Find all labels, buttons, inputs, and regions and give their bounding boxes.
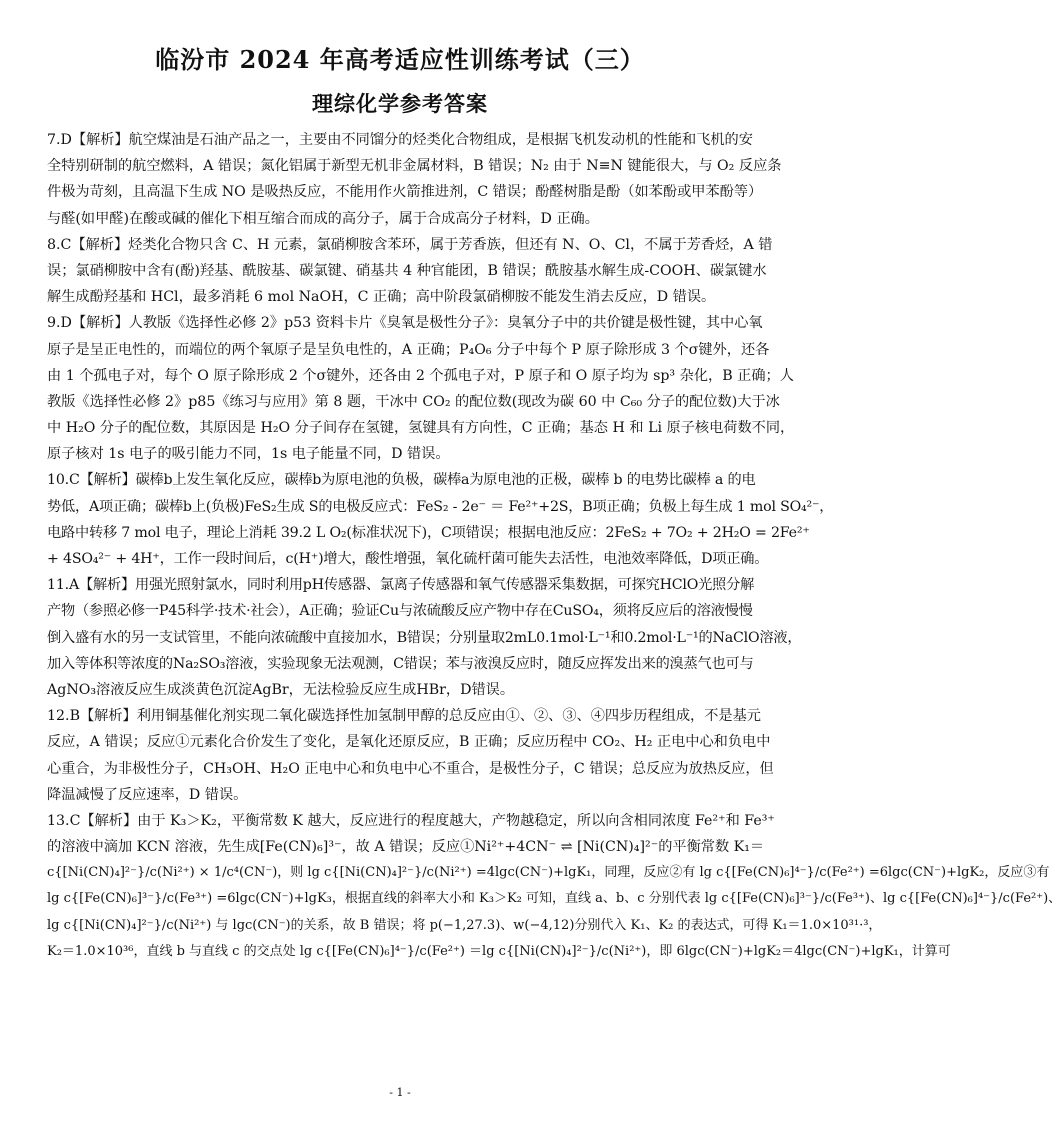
text-line: 由 1 个孤电子对，每个 O 原子除形成 2 个σ键外，还各由 2 个孤电子对，P 原子和 O 原子均为 sp³ 杂化，B 正确；人 [47, 367, 794, 384]
text-line: AgNO₃溶液反应生成淡黄色沉淀AgBr，无法检验反应生成HBr，D错误。 [47, 681, 515, 698]
text-line: 加入等体积等浓度的Na₂SO₃溶液，实验现象无法观测，C错误；苯与液溴反应时，随反应挥发出来的溴蒸气也可与 [47, 655, 754, 672]
text-line: 与醛(如甲醛)在酸或碱的催化下相互缩合而成的高分子，属于合成高分子材料，D 正确。 [47, 210, 599, 227]
text-line: 7.D【解析】航空煤油是石油产品之一，主要由不同馏分的烃类化合物组成，是根据飞机发动机的性能和飞机的安 [47, 132, 753, 148]
text-line: 件极为苛刻，且高温下生成 NO 是吸热反应，不能用作火箭推进剂，C 错误；酚醛树脂是酚（如苯酚或甲苯酚等） [47, 184, 763, 201]
text-line: 势低，A项正确；碳棒b上(负极)FeS₂生成 S的电极反应式：FeS₂ - 2e⁻ ＝ Fe²⁺+2S，B项正确；负极上每生成 1 mol SO₄²⁻， [47, 498, 834, 515]
text-line: 倒入盛有水的另一支试管里，不能向浓硫酸中直接加水，B错误；分别量取2mL0.1mol·L⁻¹和0.2mol·L⁻¹的NaClO溶液， [47, 629, 802, 646]
text-line: 解生成酚羟基和 HCl，最多消耗 6 mol NaOH，C 正确；高中阶段氯硝柳胺不能发生消去反应，D 错误。 [47, 289, 716, 306]
page-number: - 1 - [389, 1086, 411, 1099]
text-line: 原子是呈正电性的，而端位的两个氧原子是呈负电性的，A 正确；P₄O₆ 分子中每个 P 原子除形成 3 个σ键外，还各 [47, 341, 770, 358]
formula-line: K₂＝1.0×10³⁶，直线 b 与直线 c 的交点处 lg c{[Fe(CN)₆]⁴⁻}/c(Fe²⁺) ＝lg c{[Ni(CN)₄]²⁻}/c(Ni²⁺)，即 6lgc(CN⁻)+lgK₂＝4lgc(CN⁻)+lgK₁，计算可 [47, 943, 951, 959]
text-line: + 4SO₄²⁻ + 4H⁺，工作一段时间后，c(H⁺)增大，酸性增强，氧化硫杆菌可能失去活性，电池效率降低，D项正确。 [47, 551, 769, 567]
text-line: 全特别研制的航空燃料，A 错误；氮化铝属于新型无机非金属材料，B 错误；N₂ 由于 N≡N 键能很大，与 O₂ 反应条 [47, 158, 782, 175]
text-line: 中 H₂O 分子的配位数，其原因是 H₂O 分子间存在氢键，氢键具有方向性，C 正确；基态 H 和 Li 原子核电荷数不同， [47, 420, 795, 437]
text-line: 12.B【解析】利用铜基催化剂实现二氧化碳选择性加氢制甲醇的总反应由①、②、③、④四步历程组成，不是基元 [47, 708, 761, 725]
text-line: 的溶液中滴加 KCN 溶液，先生成[Fe(CN)₆]³⁻，故 A 错误；反应①Ni²⁺+4CN⁻ ⇌ [Ni(CN)₄]²⁻的平衡常数 K₁＝ [47, 839, 765, 856]
text-line: 11.A【解析】用强光照射氯水，同时利用pH传感器、氯离子传感器和氧气传感器采集数据，可探究HClO光照分解 [47, 577, 755, 594]
text-line: 教版《选择性必修 2》p85《练习与应用》第 8 题，干冰中 CO₂ 的配位数(现改为碳 60 中 C₆₀ 分子的配位数)大于冰 [47, 393, 780, 410]
text-line: 降温减慢了反应速率，D 错误。 [47, 786, 248, 803]
text-line: 原子核对 1s 电子的吸引能力不同，1s 电子能量不同，D 错误。 [47, 446, 450, 463]
text-line: 电路中转移 7 mol 电子，理论上消耗 39.2 L O₂(标准状况下)，C项错误；根据电池反应：2FeS₂ + 7O₂ + 2H₂O = 2Fe²⁺ [47, 524, 810, 541]
formula-line: c{[Ni(CN)₄]²⁻}/c(Ni²⁺) × 1/c⁴(CN⁻)，则 lg c{[Ni(CN)₄]²⁻}/c(Ni²⁺) =4lgc(CN⁻)+lgK₁，同理，反应②有 lg c{[Fe(CN)₆]⁴⁻}/c(Fe²⁺) =6lgc(CN⁻)+lgK₂，反应③有 [47, 865, 1050, 881]
text-line: 10.C【解析】碳棒b上发生氧化反应，碳棒b为原电池的负极，碳棒a为原电池的正极，碳棒 b 的电势比碳棒 a 的电 [47, 472, 756, 489]
formula-line: lg c{[Fe(CN)₆]³⁻}/c(Fe³⁺) =6lgc(CN⁻)+lgK₃，根据直线的斜率大小和 K₃＞K₂ 可知，直线 a、b、c 分别代表 lg c{[Fe(CN)₆]³⁻}/c(Fe³⁺)、lg c{[Fe(CN)₆]⁴⁻}/c(Fe²⁺)、 [47, 891, 1061, 907]
page-title: 临汾市 2024 年高考适应性训练考试（三） [155, 45, 645, 74]
text-line: 误；氯硝柳胺中含有(酚)羟基、酰胺基、碳氯键、硝基共 4 种官能团，B 错误；酰胺基水解生成-COOH、碳氯键水 [47, 262, 767, 279]
text-line: 心重合，为非极性分子，CH₃OH、H₂O 正电中心和负电中心不重合，是极性分子，C 错误；总反应为放热反应，但 [47, 760, 774, 777]
answer-body [47, 127, 1061, 965]
formula-line: lg c{[Ni(CN)₄]²⁻}/c(Ni²⁺) 与 lgc(CN⁻)的关系，故 B 错误；将 p(−1,27.3)、w(−4,12)分别代入 K₁、K₂ 的表达式，可得 K₁＝1.0×10³¹·³， [47, 917, 882, 933]
text-line: 产物（参照必修一P45科学·技术·社会），A正确；验证Cu与浓硫酸反应产物中存在CuSO₄，须将反应后的溶液慢慢 [47, 603, 753, 620]
text-line: 13.C【解析】由于 K₃＞K₂，平衡常数 K 越大，反应进行的程度越大，产物越稳定，所以向含相同浓度 Fe²⁺和 Fe³⁺ [47, 812, 775, 829]
text-line: 反应，A 错误；反应①元素化合价发生了变化，是氧化还原反应，B 正确；反应历程中 CO₂、H₂ 正电中心和负电中 [47, 734, 771, 751]
text-line: 9.D【解析】人教版《选择性必修 2》p53 资料卡片《臭氧是极性分子》：臭氧分子中的共价键是极性键，其中心氧 [47, 315, 763, 332]
text-line: 8.C【解析】烃类化合物只含 C、H 元素，氯硝柳胺含苯环，属于芳香族，但还有 N、O、Cl，不属于芳香烃，A 错 [47, 236, 773, 253]
page-subtitle: 理综化学参考答案 [312, 91, 488, 116]
